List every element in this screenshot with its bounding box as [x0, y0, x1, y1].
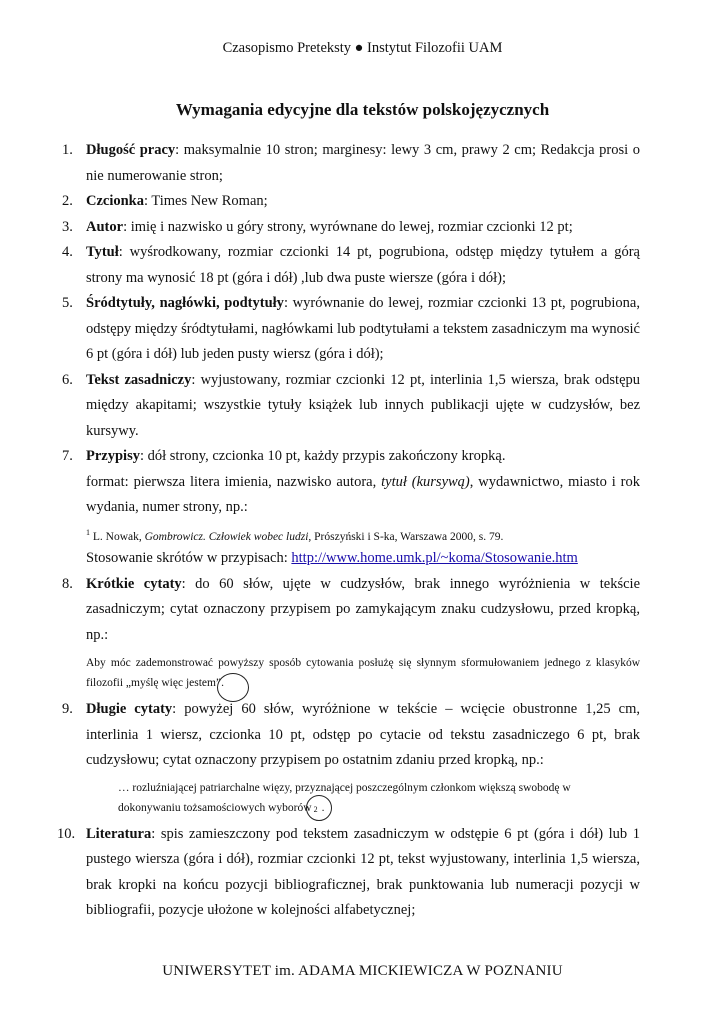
list-item: [57, 822, 640, 924]
item-text: : wyjustowany, rozmiar czcionki 12 pt, interlinia 1,5 wiersza, brak odstępu między akapitami; wszystkie tytuły książek lub innych publikacji ujęte w cudzysłów, bez kursywy.: [86, 371, 641, 439]
long-quote-example: [118, 778, 618, 818]
list-item: [62, 444, 640, 572]
item-text: : imię i nazwisko u góry strony, wyrównane do lewej, rozmiar czcionki 12 pt;: [123, 218, 573, 235]
format-text-end: , wydawnictwo, miasto i rok wydania, numer strony, np.:: [86, 473, 640, 515]
footnote-author: L. Nowak,: [90, 530, 145, 543]
item-label: Czcionka: [86, 193, 144, 209]
footnote-format: [86, 470, 640, 521]
item-label: Długość pracy: [86, 142, 176, 158]
abbreviations-text: Stosowanie skrótów w przypisach:: [86, 550, 292, 567]
format-text: format: pierwsza litera imienia, nazwisko autora,: [86, 473, 382, 490]
item-text: : Times New Roman;: [144, 193, 268, 209]
item-text: : dół strony, czcionka 10 pt, każdy przypis zakończony kropką.: [139, 448, 506, 464]
item-number: 1.: [62, 142, 73, 158]
quote-text: Aby móc zademonstrować powyższy sposób cytowania posłużę się słynnym sformułowaniem jednego z klasyków filozofii „myślę więc jestem”: [86, 657, 640, 690]
item-label: Autor: [86, 218, 124, 235]
item-number: 6.: [62, 371, 73, 388]
item-text: : wyśrodkowany, rozmiar czcionki 14 pt, pogrubiona, odstęp między tytułem a górą strony ma wynosić 18 pt (góra i dół) ,lub dwa puste wiersze (góra i dół);: [86, 244, 640, 286]
footnote-example: [86, 523, 640, 547]
page-title: Wymagania edycyjne dla tekstów polskojęzycznych: [175, 100, 550, 119]
item-text: : maksymalnie 10 stron; marginesy: lewy 3 cm, prawy 2 cm; Redakcja prosi o nie numerowanie stron;: [86, 142, 640, 184]
quote-end: .: [221, 677, 224, 690]
footnote-marker: 2: [313, 804, 318, 814]
item-label: Przypisy: [86, 448, 140, 464]
list-item: [62, 291, 640, 368]
item-number: 5.: [62, 295, 73, 311]
list-item: [62, 189, 640, 215]
abbreviations-line: [86, 546, 640, 572]
list-item: [62, 368, 641, 445]
short-quote-example: [86, 653, 640, 693]
item-number: 10.: [57, 825, 76, 842]
list-item: [62, 138, 640, 189]
item-label: Śródtytuły, nagłówki, podtytuły: [86, 295, 284, 311]
item-label: Literatura: [86, 825, 152, 842]
footnote-publisher: , Prószyński i S-ka, Warszawa 2000, s. 79.: [308, 530, 504, 543]
item-number: 8.: [62, 575, 73, 592]
abbreviations-link[interactable]: http://www.home.umk.pl/~koma/Stosowanie.htm: [291, 550, 578, 567]
item-number: 9.: [62, 701, 73, 718]
item-label: Krótkie cytaty: [86, 575, 182, 592]
footnote-title: Gombrowicz. Człowiek wobec ludzi: [144, 530, 309, 543]
item-label: Tekst zasadniczy: [86, 371, 192, 388]
item-number: 7.: [62, 448, 73, 464]
item-text: : spis zamieszczony pod tekstem zasadniczym w odstępie 6 pt (góra i dół) lub 1 pustego wiersza (góra i dół), rozmiar czcionki 12 pt, tekst wyjustowany, interlinia 1,5 wiersza, brak kropki na końcu pozycji bibliograficznej, brak punktowania lub numeracji pozycji w bibliografii, pozycje ułożone w kolejności alfabetycznej;: [86, 825, 640, 919]
format-italic: tytuł (kursywą): [381, 473, 470, 490]
page-footer: UNIWERSYTET im. ADAMA MICKIEWICZA W POZNANIU: [162, 963, 563, 979]
list-item: [62, 215, 640, 241]
item-number: 3.: [62, 218, 73, 235]
quote-end: .: [321, 801, 325, 814]
item-text: : do 60 słów, ujęte w cudzysłów, brak innego wyróżnienia w tekście zasadniczym; cytat oznaczony przypisem po zamykającym znaku cudzysłowu, przed kropką, np.:: [86, 575, 641, 643]
item-number: 4.: [62, 244, 73, 260]
footnote-marker: 1: [86, 527, 90, 537]
requirements-list: [57, 138, 641, 924]
item-label: Długie cytaty: [86, 701, 173, 718]
page-header: Czasopismo Preteksty ● Instytut Filozofii UAM: [222, 40, 503, 56]
item-number: 2.: [62, 193, 73, 209]
list-item: [62, 697, 641, 818]
item-text: : powyżej 60 słów, wyróżnione w tekście – wcięcie obustronne 1,25 cm, interlinia 1 wiersz, czcionka 10 pt, odstęp po cytacie od tekstu zasadniczego 6 pt, brak cudzysłowu; cytat oznaczony przypisem po ostatnim zdaniu przed kropką, np.:: [86, 701, 641, 769]
list-item: [62, 572, 641, 694]
item-text: : wyrównanie do lewej, rozmiar czcionki 13 pt, pogrubiona, odstępy między śródtytułami, nagłówkami lub podtytułami a tekstem zasadniczym ma wynosić 6 pt (góra i dół) lub jeden pusty wiersz (góra i dół);: [86, 295, 640, 362]
quote-text: … rozluźniającej patriarchalne więzy, przyznającej poszczególnym członkom większą swobodę w dokonywaniu tożsamościowych wyborów: [118, 781, 571, 814]
list-item: [62, 240, 640, 291]
item-label: Tytuł: [86, 244, 119, 260]
